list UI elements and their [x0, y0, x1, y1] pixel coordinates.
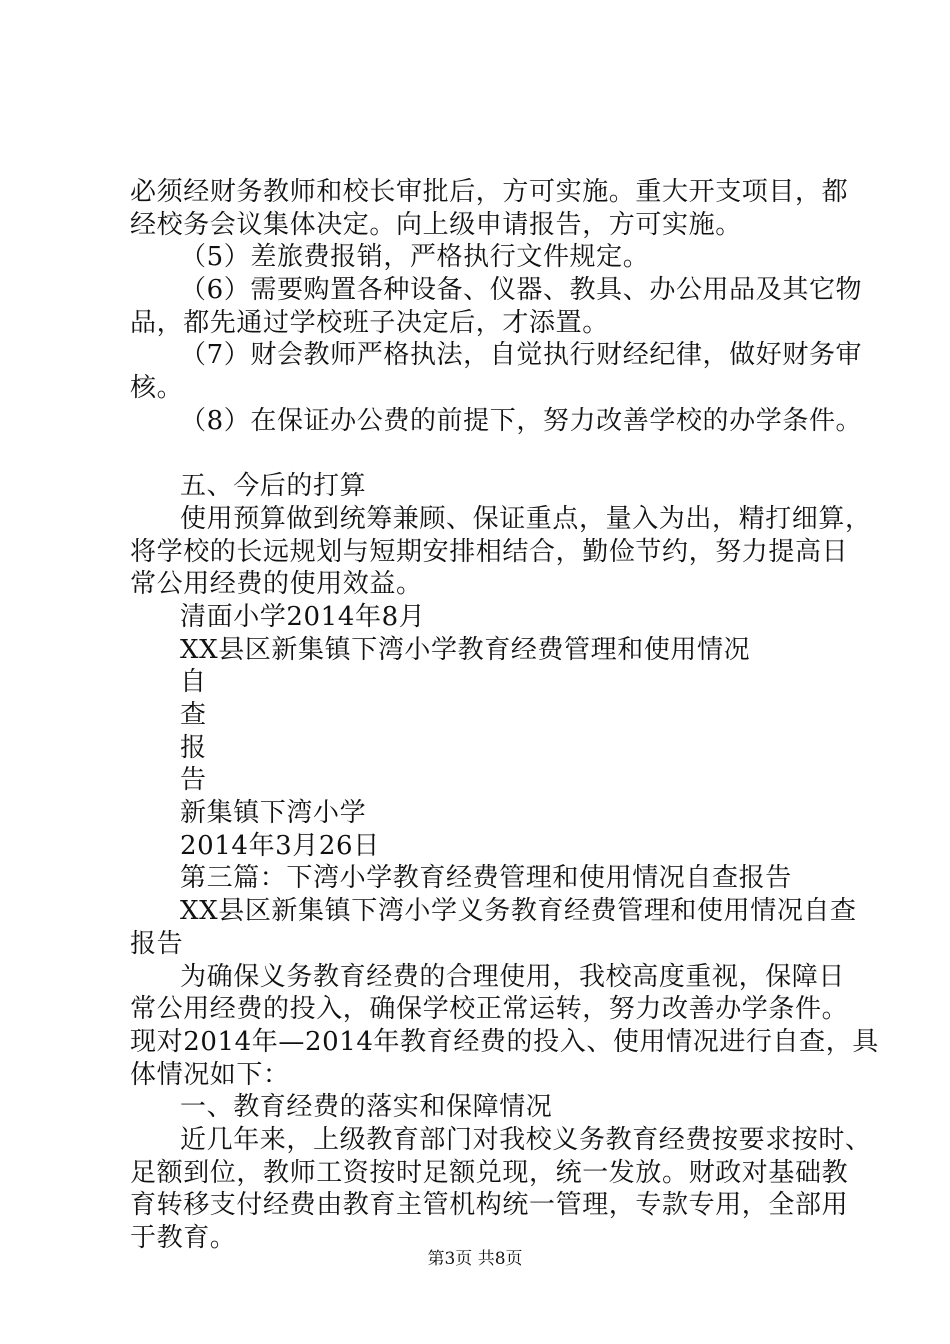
text-line: XX县区新集镇下湾小学义务教育经费管理和使用情况自查: [180, 896, 857, 927]
text-line: 体情况如下：: [130, 1059, 290, 1090]
report-date: 2014年3月26日: [180, 830, 380, 861]
chapter-heading: 第三篇：下湾小学教育经费管理和使用情况自查报告: [180, 863, 792, 894]
text-line: 品，都先通过学校班子决定后，才添置。: [130, 307, 609, 338]
text-line: 常公用经费的使用效益。: [130, 569, 423, 600]
text-line: 现对2014年—2014年教育经费的投入、使用情况进行自查，具: [130, 1026, 879, 1057]
text-line: 育转移支付经费由教育主管机构统一管理，专款专用，全部用: [130, 1190, 849, 1221]
blank-line: [130, 438, 830, 471]
text-line: 报告: [130, 928, 184, 959]
text-line: 将学校的长远规划与短期安排相结合，勤俭节约，努力提高日: [130, 536, 849, 567]
text-line: （8）在保证办公费的前提下，努力改善学校的办学条件。: [180, 405, 863, 436]
text-line: （5）差旅费报销，严格执行文件规定。: [180, 242, 650, 273]
document-body: [130, 176, 879, 1255]
title-char: 查: [180, 700, 207, 730]
text-line: （7）财会教师严格执法，自觉执行财经纪律，做好财务审: [180, 340, 863, 371]
section-heading: 一、教育经费的落实和保障情况: [180, 1092, 553, 1123]
text-line: 必须经财务教师和校长审批后，方可实施。重大开支项目，都: [130, 177, 849, 207]
text-line: 足额到位，教师工资按时足额兑现，统一发放。财政对基础教: [130, 1157, 849, 1188]
text-line: 使用预算做到统筹兼顾、保证重点，量入为出，精打细算，: [180, 503, 872, 534]
page-number-footer: 第3页 共8页: [427, 1249, 523, 1269]
text-line: 为确保义务教育经费的合理使用，我校高度重视，保障日: [180, 961, 846, 992]
text-line: 经校务会议集体决定。向上级申请报告，方可实施。: [130, 209, 742, 240]
text-line: 核。: [130, 373, 184, 404]
school-name: 新集镇下湾小学: [180, 798, 367, 829]
text-line: （6）需要购置各种设备、仪器、教具、办公用品及其它物: [180, 275, 863, 306]
text-line: 于教育。: [130, 1223, 237, 1253]
report-title: XX县区新集镇下湾小学教育经费管理和使用情况: [180, 634, 751, 665]
text-line: 常公用经费的投入，确保学校正常运转，努力改善办学条件。: [130, 994, 849, 1025]
text-line: 近几年来，上级教育部门对我校义务教育经费按要求按时、: [180, 1124, 872, 1155]
signature-line: 清面小学2014年8月: [180, 601, 426, 632]
section-heading: 五、今后的打算: [180, 471, 367, 502]
title-char: 报: [180, 732, 207, 763]
title-char: 自: [180, 667, 207, 698]
title-char: 告: [180, 765, 207, 796]
